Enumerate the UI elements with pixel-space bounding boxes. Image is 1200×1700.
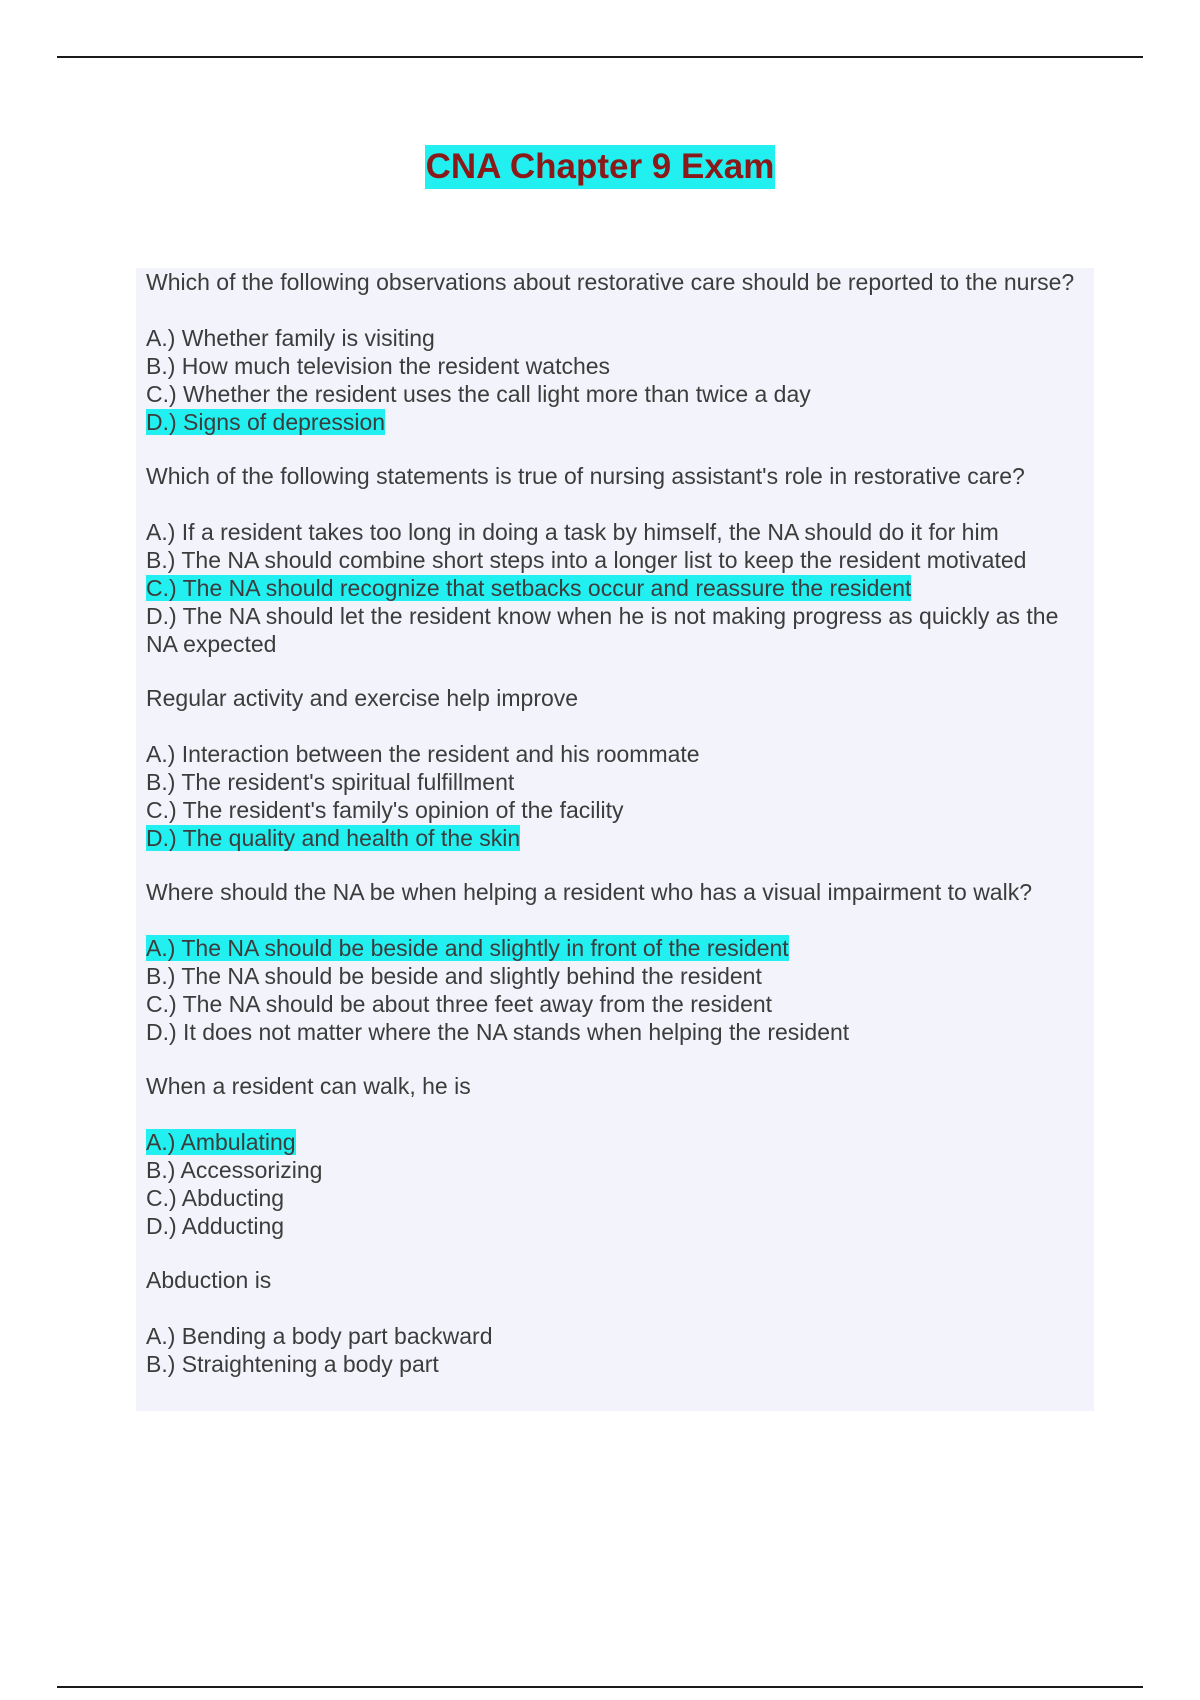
answer-option <box>146 380 1084 408</box>
correct-answer-label: C.) The NA should recognize that setbacks occur and reassure the resident <box>146 575 912 601</box>
answer-options <box>146 740 1084 852</box>
answer-option <box>146 1322 1084 1350</box>
answer-option <box>146 768 1084 796</box>
question-block <box>146 462 1084 658</box>
answer-options <box>146 1128 1084 1240</box>
answer-label: C.) Abducting <box>146 1185 285 1211</box>
answer-option <box>146 324 1084 352</box>
answer-label: A.) Whether family is visiting <box>146 325 435 351</box>
answer-options <box>146 934 1084 1046</box>
answer-option <box>146 990 1084 1018</box>
answer-option <box>146 1018 1084 1046</box>
answer-option <box>146 740 1084 768</box>
answer-label: D.) It does not matter where the NA stands when helping the resident <box>146 1019 850 1045</box>
answer-options <box>146 324 1084 436</box>
correct-answer-label: A.) Ambulating <box>146 1129 296 1155</box>
answer-option <box>146 352 1084 380</box>
answer-option <box>146 1128 1084 1156</box>
answer-label: D.) The NA should let the resident know when he is not making progress as quickly as the NA expected <box>146 603 1059 657</box>
answer-label: B.) Accessorizing <box>146 1157 323 1183</box>
answer-label: C.) The resident's family's opinion of the facility <box>146 797 624 823</box>
question-block <box>146 1266 1084 1378</box>
answer-label: B.) How much television the resident watches <box>146 353 611 379</box>
answer-option <box>146 408 1084 436</box>
answer-option <box>146 962 1084 990</box>
question-text: Which of the following statements is true of nursing assistant's role in restorative care? <box>146 463 1025 489</box>
answer-option <box>146 1212 1084 1240</box>
question-text: Which of the following observations about restorative care should be reported to the nurse? <box>146 269 1075 295</box>
page-title: CNA Chapter 9 Exam <box>425 145 776 189</box>
answer-option <box>146 934 1084 962</box>
top-rule <box>57 56 1143 58</box>
answer-option <box>146 1156 1084 1184</box>
answer-option <box>146 602 1084 658</box>
answer-label: A.) Bending a body part backward <box>146 1323 493 1349</box>
question-block <box>146 878 1084 1046</box>
answer-label: A.) Interaction between the resident and his roommate <box>146 741 700 767</box>
answer-options <box>146 1322 1084 1378</box>
answer-option <box>146 824 1084 852</box>
answer-option <box>146 1184 1084 1212</box>
question-text: Regular activity and exercise help improve <box>146 685 579 711</box>
answer-label: A.) If a resident takes too long in doing a task by himself, the NA should do it for him <box>146 519 999 545</box>
answer-label: C.) The NA should be about three feet away from the resident <box>146 991 773 1017</box>
correct-answer-label: D.) The quality and health of the skin <box>146 825 521 851</box>
title-container <box>0 145 1200 189</box>
answer-label: B.) The NA should combine short steps into a longer list to keep the resident motivated <box>146 547 1027 573</box>
correct-answer-label: A.) The NA should be beside and slightly in front of the resident <box>146 935 789 961</box>
bottom-rule <box>57 1686 1143 1688</box>
question-block <box>146 684 1084 852</box>
question-text: When a resident can walk, he is <box>146 1073 471 1099</box>
answer-label: B.) Straightening a body part <box>146 1351 439 1377</box>
answer-options <box>146 518 1084 658</box>
question-block <box>146 1072 1084 1240</box>
answer-option <box>146 546 1084 574</box>
question-text: Abduction is <box>146 1267 272 1293</box>
answer-option <box>146 574 1084 602</box>
answer-option <box>146 796 1084 824</box>
answer-label: B.) The NA should be beside and slightly behind the resident <box>146 963 762 989</box>
question-block <box>146 268 1084 436</box>
answer-option <box>146 1350 1084 1378</box>
answer-label: C.) Whether the resident uses the call light more than twice a day <box>146 381 811 407</box>
exam-content <box>136 268 1094 1411</box>
answer-option <box>146 518 1084 546</box>
correct-answer-label: D.) Signs of depression <box>146 409 386 435</box>
answer-label: D.) Adducting <box>146 1213 285 1239</box>
question-text: Where should the NA be when helping a resident who has a visual impairment to walk? <box>146 879 1032 905</box>
answer-label: B.) The resident's spiritual fulfillment <box>146 769 515 795</box>
